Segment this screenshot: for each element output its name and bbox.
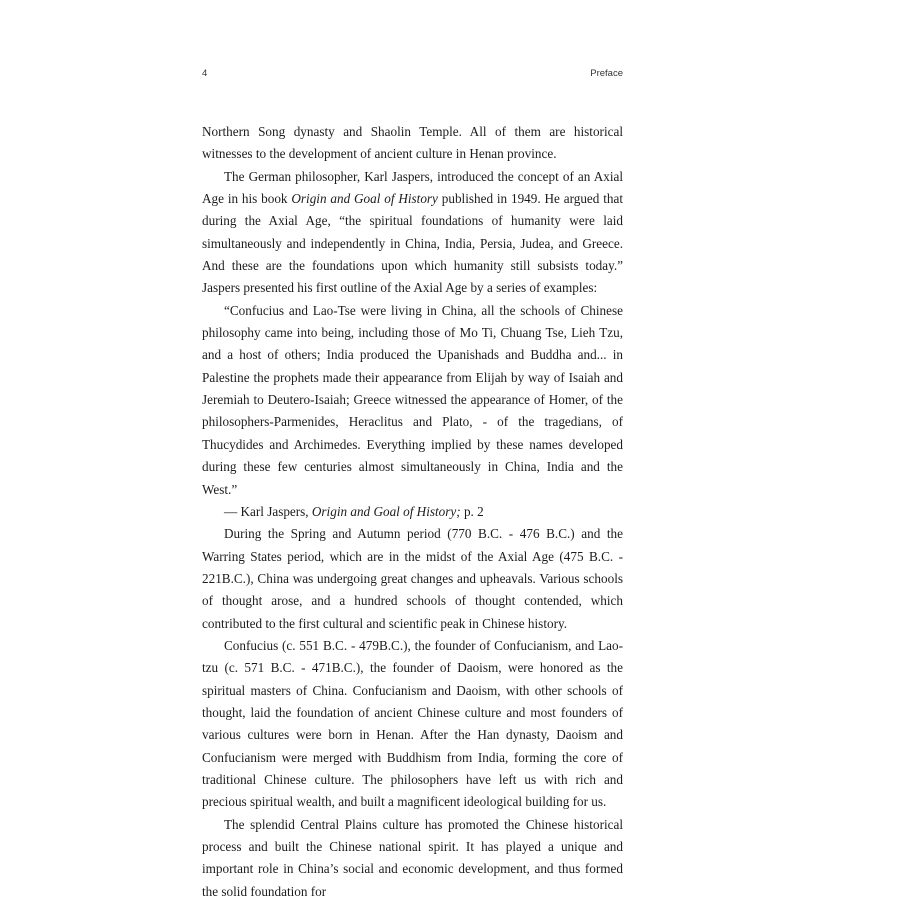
paragraph-jaspers-intro: The German philosopher, Karl Jaspers, introduced the concept of an Axial Age in his book Origin and Goal of History published in 1949. He argued that during the Axial Age, “the spiritual foundations of humanity were laid simultaneously and independently in China, India, Persia, Judea, and Greece. And these are the foundations upon which humanity still subsists today.” Jaspers presented his first outline of the Axial Age by a series of examples: [202, 168, 623, 296]
running-head [202, 68, 623, 82]
block-quote: “Confucius and Lao-Tse were living in China, all the schools of Chinese philosophy came into being, including those of Mo Ti, Chuang Tse, Lieh Tzu, and a host of others; India produced the Upanishads and Buddha and... in Palestine the prophets made their appearance from Elijah by way of Isaiah and Jeremiah to Deutero-Isaiah; Greece witnessed the appearance of Homer, of the philosophers-Parmenides, Heraclitus and Plato, - of the tragedians, of Thucydides and Archimedes. Everything implied by these names developed during these few centuries almost simultaneously in China, India and the West.” [202, 302, 623, 497]
section-title: Preface [590, 68, 623, 79]
paragraph-spring-autumn: During the Spring and Autumn period (770 B.C. - 476 B.C.) and the Warring States period, which are in the midst of the Axial Age (475 B.C. - 221B.C.), China was undergoing great changes and upheavals. Various schools of thought arose, and a hundred schools of thought contended, which contributed to the first cultural and scientific peak in Chinese history. [202, 526, 623, 631]
paragraph-continued: Northern Song dynasty and Shaolin Temple. All of them are historical witnesses to the development of ancient culture in Henan province. [202, 124, 623, 162]
attribution-title-italic: Origin and Goal of History; [311, 503, 461, 519]
body-text [202, 121, 623, 903]
paragraph-central-plains: The splendid Central Plains culture has promoted the Chinese historical process and built the Chinese national spirit. It has played a unique and important role in China’s social and economic development, and thus formed the solid foundation for [202, 816, 623, 899]
quote-attribution: — Karl Jaspers, Origin and Goal of History; p. 2 [224, 503, 484, 519]
paragraph-confucius: Confucius (c. 551 B.C. - 479B.C.), the founder of Confucianism, and Lao-tzu (c. 571 B.C. - 471B.C.), the founder of Daoism, were honored as the spiritual masters of China. Confucianism and Daoism, with other schools of thought, laid the foundation of ancient Chinese culture and most founders of various cultures were born in Henan. After the Han dynasty, Daoism and Confucianism were merged with Buddhism from India, forming the core of traditional Chinese culture. The philosophers have left us with rich and precious spiritual wealth, and built a magnificent ideological building for us. [202, 637, 623, 810]
book-title-italic: Origin and Goal of History [291, 191, 438, 207]
page-number: 4 [202, 68, 208, 79]
